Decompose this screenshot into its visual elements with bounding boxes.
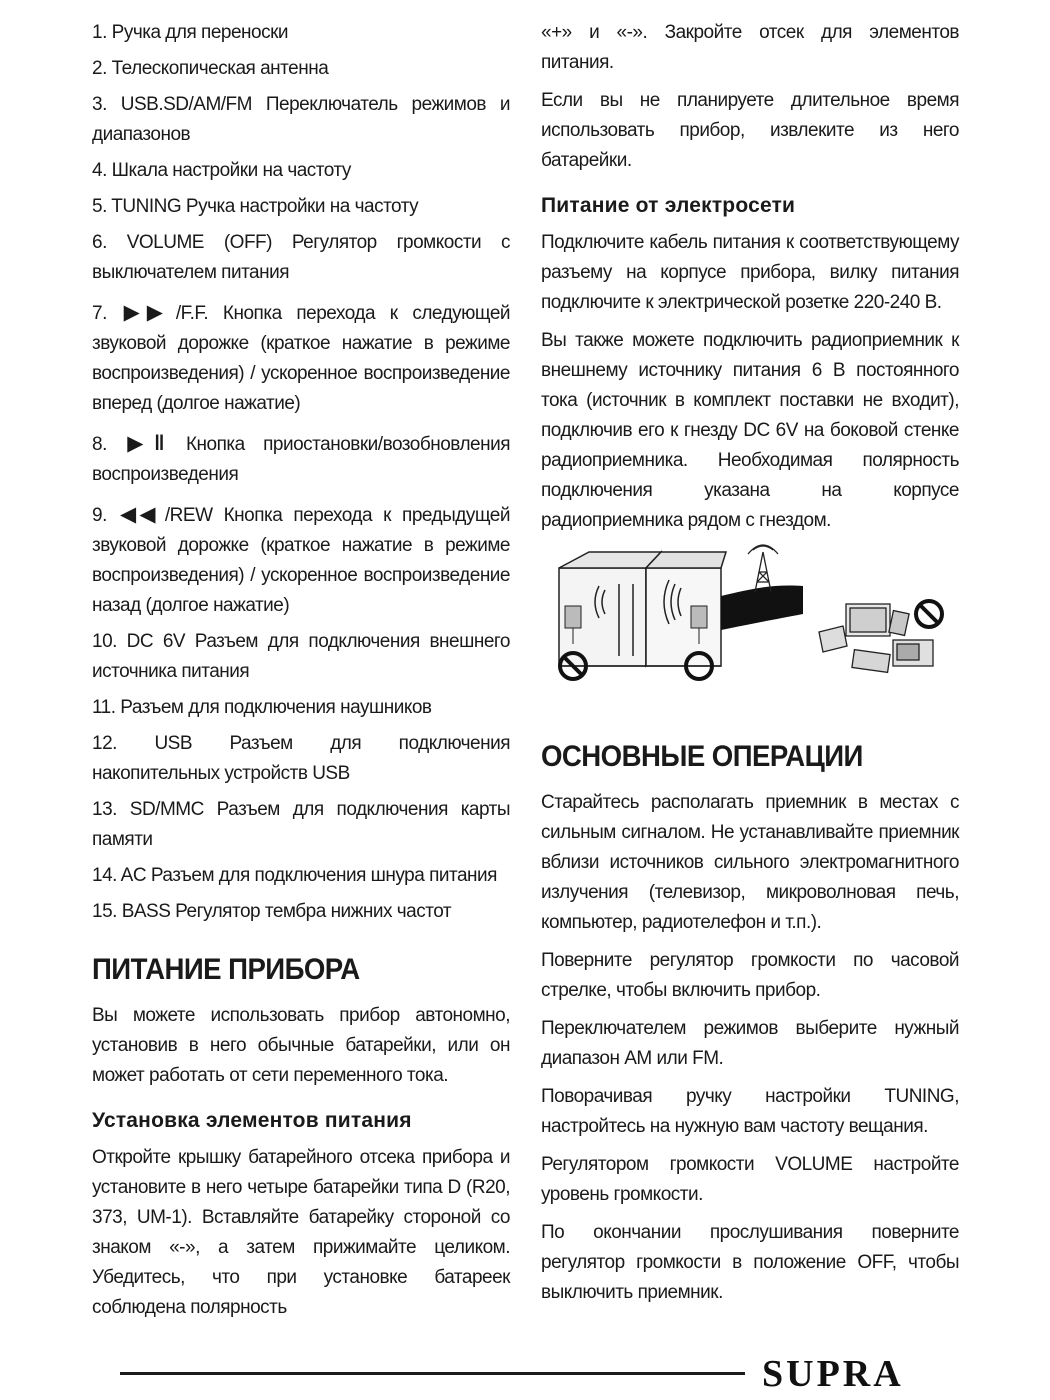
list-item: 4. Шкала настройки на частоту	[92, 160, 351, 181]
left-column	[92, 18, 510, 1331]
battery-paragraph-continued: «+» и «-». Закройте отсек для элементов питания.	[541, 22, 959, 73]
parts-list	[92, 18, 510, 927]
operations-paragraph: Переключателем режимов выберите нужный диапазон AM или FM.	[541, 1018, 959, 1069]
mains-heading: Питание от электросети	[541, 194, 796, 217]
list-item: 7. ▶▶ /F.F. Кнопка перехода к следующей звуковой дорожке (краткое нажатие в режиме воспроизведения) / ускоренное воспроизведение вперед (долгое нажатие)	[92, 301, 511, 414]
radio-icon	[565, 606, 581, 628]
operations-paragraph: По окончании прослушивания поверните регулятор громкости в положение OFF, чтобы выключить приемник.	[541, 1222, 959, 1303]
right-column	[541, 18, 959, 1316]
operations-paragraph: Поверните регулятор громкости по часовой стрелке, чтобы включить прибор.	[541, 950, 959, 1001]
prohibited-icon	[916, 601, 942, 627]
play-pause-icon: ▶‖	[127, 432, 162, 455]
list-item: 3. USB.SD/AM/FM Переключатель режимов и диапазонов	[92, 94, 510, 145]
placement-illustration	[541, 544, 959, 714]
ground-shadow	[721, 586, 803, 630]
list-item: 11. Разъем для подключения наушников	[92, 697, 432, 718]
fast-forward-icon: ▶▶	[123, 301, 170, 324]
operations-paragraph: Регулятором громкости VOLUME настройте уровень громкости.	[541, 1154, 959, 1205]
mains-paragraph-2: Вы также можете подключить радиоприемник к внешнему источнику питания 6 В постоянного тока (источник в комплект поставки не входит), подключив его к гнезду DC 6V на боковой стенке радиоприемника. Необходимая полярность подключения указана на корпусе радиоприемника рядом с гнездом.	[541, 330, 959, 531]
list-item: 12. USB Разъем для подключения накопительных устройств USB	[92, 733, 511, 784]
power-heading: ПИТАНИЕ ПРИБОРА	[92, 953, 360, 986]
mains-paragraph-1: Подключите кабель питания к соответствующему разъему на корпусе прибора, вилку питания подключите к электрической розетке 220-240 В.	[541, 232, 959, 313]
list-item: 14. AC Разъем для подключения шнура питания	[92, 865, 497, 886]
list-item: 9. ◀◀ /REW Кнопка перехода к предыдущей звуковой дорожке (краткое нажатие в режиме воспроизведения) / ускоренное воспроизведение назад (долгое нажатие)	[92, 503, 510, 616]
list-item: 5. TUNING Ручка настройки на частоту	[92, 196, 419, 217]
list-item: 13. SD/MMC Разъем для подключения карты памяти	[92, 799, 511, 850]
radio-tower-icon	[748, 545, 778, 592]
brand-logo: SUPRA	[762, 1353, 904, 1395]
battery-paragraph: Откройте крышку батарейного отсека прибора и установите в него четыре батарейки типа D (R20, 373, UM-1). Вставляйте батарейку стороной со знаком «-», а затем прижимайте целиком. Убедитесь, что при установке батареек соблюдена полярность	[92, 1147, 510, 1318]
list-item: 1. Ручка для переноски	[92, 22, 289, 43]
list-item: 15. BASS Регулятор тембра нижних частот	[92, 901, 452, 922]
rewind-icon: ◀◀	[119, 503, 159, 526]
list-item: 8. ▶‖ Кнопка приостановки/возобновления воспроизведения	[92, 432, 511, 485]
operations-heading: ОСНОВНЫЕ ОПЕРАЦИИ	[541, 740, 863, 773]
list-item: 10. DC 6V Разъем для подключения внешнего источника питания	[92, 631, 510, 682]
battery-removal-paragraph: Если вы не планируете длительное время использовать прибор, извлеките из него батарейки.	[541, 90, 959, 171]
list-item: 6. VOLUME (OFF) Регулятор громкости с выключателем питания	[92, 232, 511, 283]
list-item: 2. Телескопическая антенна	[92, 58, 329, 79]
operations-paragraph: Старайтесь располагать приемник в местах с сильным сигналом. Не устанавливайте приемник вблизи источников сильного электромагнитного излучения (телевизор, микроволновая печь, компьютер, радиотелефон и т.п.).	[541, 792, 959, 933]
operations-paragraph: Поворачивая ручку настройки TUNING, настройтесь на нужную вам частоту вещания.	[541, 1086, 959, 1137]
footer-divider	[120, 1372, 745, 1375]
radio-icon	[691, 606, 707, 628]
battery-heading: Установка элементов питания	[92, 1109, 412, 1132]
power-paragraph: Вы можете использовать прибор автономно, установив в него обычные батарейки, или он может работать от сети переменного тока.	[92, 1005, 510, 1086]
